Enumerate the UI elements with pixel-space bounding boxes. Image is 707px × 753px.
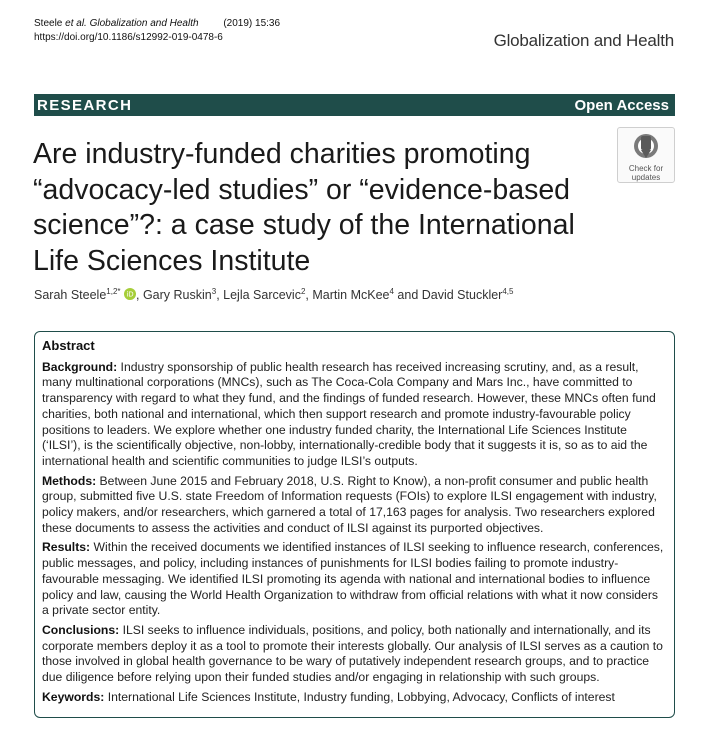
doi-link[interactable]: https://doi.org/10.1186/s12992-019-0478-6 xyxy=(34,32,223,43)
article-title: Are industry-funded charities promoting “advocacy-led studies” or “evidence-based science”?: a case study of the International Life Sciences Institute xyxy=(33,138,575,277)
abstract-methods xyxy=(42,474,667,537)
check-updates-text: Check for updates xyxy=(628,164,664,182)
abstract-background xyxy=(42,360,667,470)
results-text: Within the received documents we identified instances of ILSI seeking to influence research, conferences, public messages, and policy, including instances of punishments for ILSI bodies failing to promote industry-favourable messaging. We identified ILSI promoting its agenda with national and international bodies to influence policy and law, causing the World Health Organization to withdraw from official relations with what it now considers a private sector entity. xyxy=(42,540,664,618)
abstract-keywords xyxy=(42,690,667,706)
author-affiliation: 3 xyxy=(211,287,217,296)
author-separator: , xyxy=(216,288,224,303)
section-label: RESEARCH xyxy=(37,96,133,114)
author-separator: , xyxy=(136,288,143,303)
svg-text:iD: iD xyxy=(126,290,134,299)
citation-block xyxy=(34,17,280,45)
author-name[interactable]: Gary Ruskin xyxy=(142,288,212,303)
check-updates-icon xyxy=(632,132,660,162)
citation-journal: et al. Globalization and Health xyxy=(65,18,199,29)
author-name[interactable]: Sarah Steele xyxy=(34,288,107,303)
author-separator: and xyxy=(393,288,422,303)
abstract-conclusions xyxy=(42,623,667,686)
conclusions-text: ILSI seeks to influence individuals, positions, and policy, both nationally and internationally, and its corporate members deploy it as a tool to promote their interests globally. Our analysis of ILSI serves as a caution to those involved in global health governance to be wary of putatively independent research groups, and to practice due diligence before relying upon their funded studies and/or engaging in relationship with such groups. xyxy=(42,622,663,685)
section-band xyxy=(34,94,675,116)
journal-name: Globalization and Health xyxy=(493,31,674,50)
background-label: Background: xyxy=(42,359,118,374)
author-name[interactable]: Lejla Sarcevic xyxy=(223,288,301,303)
citation-year: (2019) 15:36 xyxy=(223,18,281,29)
open-access-label: Open Access xyxy=(574,96,669,114)
background-text: Industry sponsorship of public health research has received increasing scrutiny, and, as a result, many multinational corporations (MNCs), such as The Coca-Cola Company and Mars Inc., have committed to transparency with regard to what they fund, and the findings of funded research. However, these MNCs often fund charities, both national and international, which then support research and promote industry-favourable policy positions to leaders. We explore whether one industry funded charity, the International Life Sciences Institute (‘ILSI’), is the scientifically objective, non-lobby, internationally-credible body that it suggests it is, so as to aid the international health and scientific communities to judge ILSI’s outputs. xyxy=(42,359,656,468)
author-separator: , xyxy=(305,288,313,303)
results-label: Results: xyxy=(42,540,91,555)
citation-authors: Steele xyxy=(34,18,63,29)
orcid-icon[interactable] xyxy=(124,288,136,300)
author-affiliation: 4 xyxy=(389,287,394,296)
author-list xyxy=(34,287,513,302)
citation-line xyxy=(34,17,280,31)
author-affiliation: 1,2* xyxy=(106,287,121,296)
keywords-text: International Life Sciences Institute, Industry funding, Lobbying, Advocacy, Conflicts of interest xyxy=(104,689,615,704)
methods-text: Between June 2015 and February 2018, U.S. Right to Know), a non-profit consumer and public health group, submitted five U.S. state Freedom of Information requests (FOIs) to explore ILSI engagement with industry, policy makers, and/or researchers, which garnered a total of 17,163 pages for analysis. Two researchers explored these documents to assess the activities and conduct of ILSI against its purported objectives. xyxy=(42,473,657,535)
author-affiliation: 4,5 xyxy=(502,287,514,296)
author-name[interactable]: Martin McKee xyxy=(312,288,390,303)
keywords-label: Keywords: xyxy=(42,689,105,704)
conclusions-label: Conclusions: xyxy=(42,622,120,637)
abstract-heading: Abstract xyxy=(42,338,95,353)
methods-label: Methods: xyxy=(42,473,97,488)
author-affiliation: 2 xyxy=(300,287,306,296)
author-name[interactable]: David Stuckler xyxy=(421,288,503,303)
abstract-results xyxy=(42,540,667,619)
abstract-box xyxy=(34,331,675,718)
check-for-updates-badge[interactable] xyxy=(617,127,675,183)
